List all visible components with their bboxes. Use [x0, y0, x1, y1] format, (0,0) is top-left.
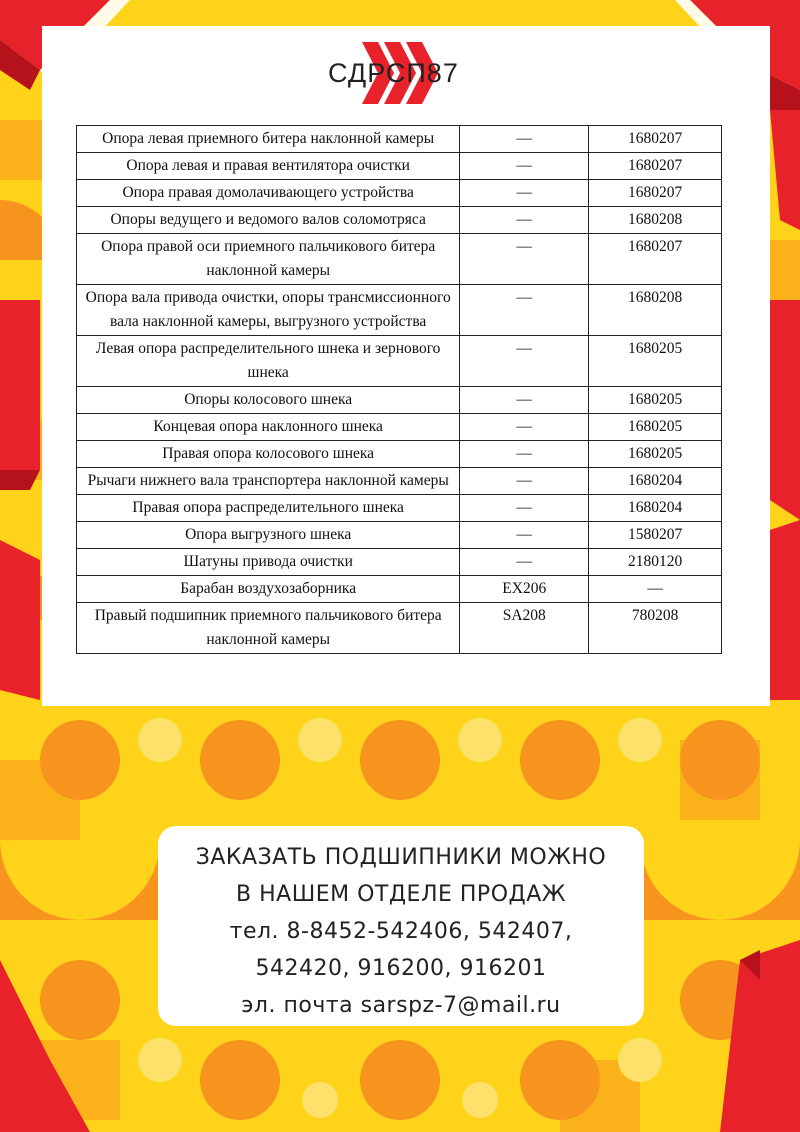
row-name: Шатуны привода очистки [77, 549, 460, 576]
phone-line1: тел. 8-8452-542406, 542407, [229, 919, 573, 944]
row-code: — [460, 126, 589, 153]
row-code: — [460, 336, 589, 387]
row-name: Правая опора колосового шнека [77, 441, 460, 468]
phone-line2: 542420, 916200, 916201 [255, 956, 547, 981]
table-row [77, 576, 722, 603]
row-code: — [460, 414, 589, 441]
row-code: — [460, 153, 589, 180]
row-name: Опора левая приемного битера наклонной камеры [77, 126, 460, 153]
row-number: 1680204 [589, 468, 722, 495]
row-number: 1680205 [589, 414, 722, 441]
row-name: Опора правой оси приемного пальчикового битера наклонной камеры [77, 234, 460, 285]
row-name: Опора вала привода очистки, опоры трансмиссионного вала наклонной камеры, выгрузного устройства [77, 285, 460, 336]
table-row [77, 414, 722, 441]
row-code: SA208 [460, 603, 589, 654]
row-number: 1680207 [589, 234, 722, 285]
order-heading-line2: В НАШЕМ ОТДЕЛЕ ПРОДАЖ [236, 882, 566, 907]
row-number: 1680205 [589, 441, 722, 468]
row-code: — [460, 522, 589, 549]
row-code: — [460, 387, 589, 414]
row-number: 1680205 [589, 387, 722, 414]
row-name: Опора левая и правая вентилятора очистки [77, 153, 460, 180]
row-number: 1680207 [589, 126, 722, 153]
table-row [77, 441, 722, 468]
table-row [77, 153, 722, 180]
row-name: Рычаги нижнего вала транспортера наклонной камеры [77, 468, 460, 495]
table-row [77, 207, 722, 234]
row-number: 780208 [589, 603, 722, 654]
row-name: Правая опора распределительного шнека [77, 495, 460, 522]
table-row [77, 285, 722, 336]
table-row [77, 522, 722, 549]
company-logo [328, 40, 478, 104]
row-code: — [460, 180, 589, 207]
table-row [77, 603, 722, 654]
row-name: Концевая опора наклонного шнека [77, 414, 460, 441]
row-number: 1680205 [589, 336, 722, 387]
row-code: — [460, 468, 589, 495]
row-number: 1680208 [589, 285, 722, 336]
order-heading-line1: ЗАКАЗАТЬ ПОДШИПНИКИ МОЖНО [195, 845, 607, 870]
row-number: 1680207 [589, 180, 722, 207]
table-row [77, 180, 722, 207]
table-row [77, 495, 722, 522]
row-number: 1680207 [589, 153, 722, 180]
bearings-table [76, 125, 722, 654]
order-info-box [158, 826, 644, 1026]
row-code: — [460, 207, 589, 234]
row-name: Опора правая домолачивающего устройства [77, 180, 460, 207]
row-number: 1680204 [589, 495, 722, 522]
row-code: — [460, 495, 589, 522]
row-code: — [460, 549, 589, 576]
row-number: 1680208 [589, 207, 722, 234]
table-row [77, 336, 722, 387]
table-row [77, 549, 722, 576]
row-code: — [460, 285, 589, 336]
row-name: Опоры ведущего и ведомого валов соломотряса [77, 207, 460, 234]
row-name: Правый подшипник приемного пальчикового битера наклонной камеры [77, 603, 460, 654]
row-code: — [460, 441, 589, 468]
table-row [77, 126, 722, 153]
row-number: — [589, 576, 722, 603]
table-row [77, 387, 722, 414]
table-row [77, 234, 722, 285]
row-name: Опора выгрузного шнека [77, 522, 460, 549]
row-name: Опоры колосового шнека [77, 387, 460, 414]
row-name: Левая опора распределительного шнека и зернового шнека [77, 336, 460, 387]
row-number: 1580207 [589, 522, 722, 549]
row-number: 2180120 [589, 549, 722, 576]
row-code: — [460, 234, 589, 285]
email-line: эл. почта sarspz-7@mail.ru [241, 993, 561, 1018]
table-row [77, 468, 722, 495]
row-name: Барабан воздухозаборника [77, 576, 460, 603]
row-code: EX206 [460, 576, 589, 603]
logo-text: СДРСП87 [328, 58, 459, 88]
